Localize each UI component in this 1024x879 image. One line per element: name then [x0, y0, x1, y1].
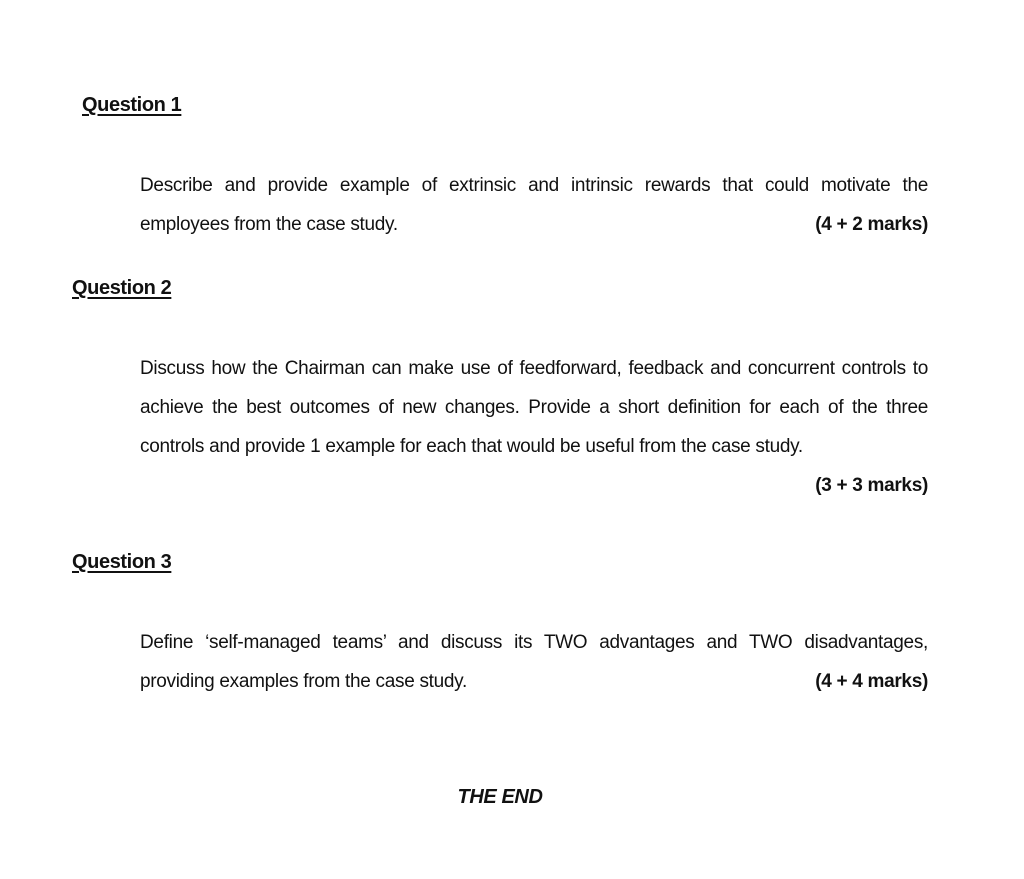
question-2-marks: (3 + 3 marks) — [815, 475, 928, 496]
question-2-text — [140, 349, 928, 505]
question-1-line-1: Describe and provide example of extrinsic and intrinsic rewards that could motivate the — [140, 175, 928, 196]
question-1-line-2: employees from the case study. — [140, 214, 398, 235]
the-end-text: THE END — [457, 786, 543, 808]
question-2-line-3: controls and provide 1 example for each that would be useful from the case study. — [140, 436, 803, 457]
question-3-line-2: providing examples from the case study. — [140, 671, 467, 692]
question-3-marks: (4 + 4 marks) — [815, 671, 928, 692]
question-1-marks: (4 + 2 marks) — [815, 214, 928, 235]
question-3-text — [140, 623, 928, 701]
question-1-last-line — [140, 205, 928, 244]
question-1-text — [140, 166, 928, 244]
question-3-last-line — [140, 662, 928, 701]
question-1-heading: Question 1 — [82, 94, 182, 116]
question-2-line-2: achieve the best outcomes of new changes. Provide a short definition for each of the three — [140, 397, 928, 418]
question-2-line-1: Discuss how the Chairman can make use of feedforward, feedback and concurrent controls to — [140, 358, 928, 379]
question-3-heading: Question 3 — [72, 551, 172, 573]
question-2-heading: Question 2 — [72, 277, 172, 299]
question-3-line-1: Define ‘self-managed teams’ and discuss its TWO advantages and TWO disadvantages, — [140, 632, 928, 653]
